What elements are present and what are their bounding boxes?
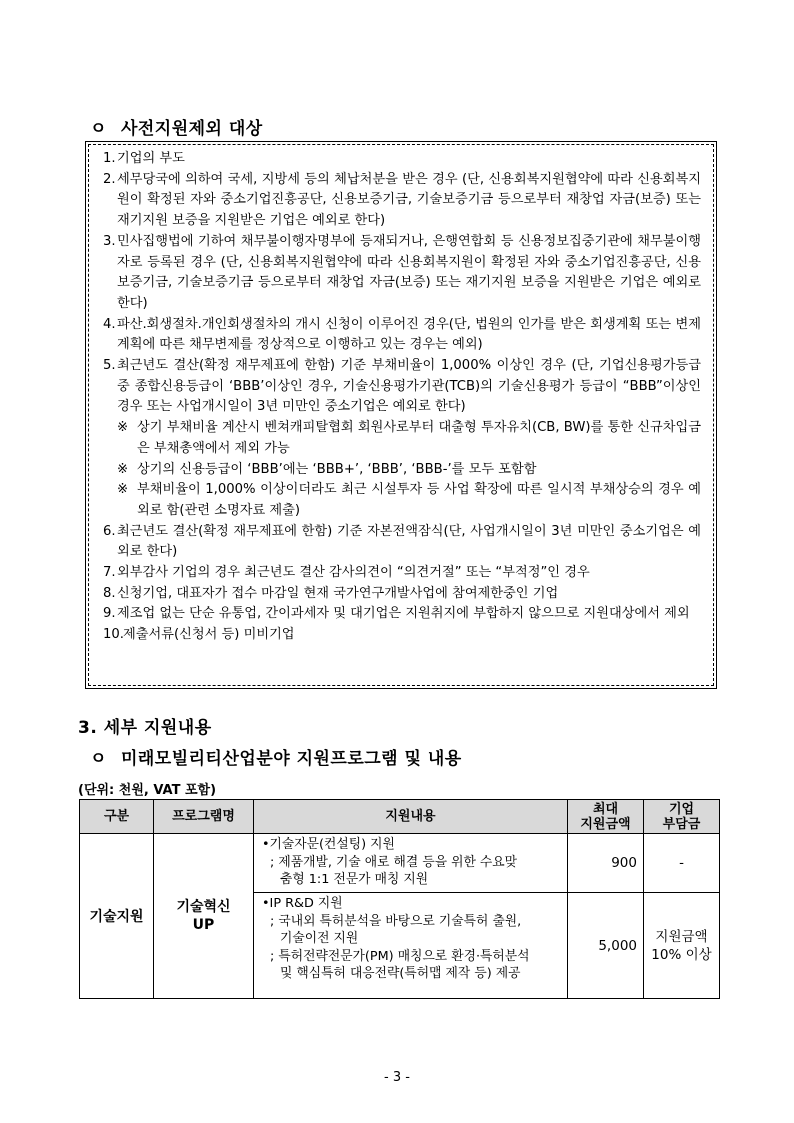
note-mark: ※	[117, 482, 129, 498]
exclusion-list	[103, 149, 701, 646]
item-text: 세무당국에 의하여 국세, 지방세 등의 체납처분을 받은 경우 (단, 신용회복지원협약에 따라 신용회복지원이 확정된 자와 중소기업진흥공단, 신용보증기금, 기술보증기금 등으로부터 재창업 자금(보증) 또는 재기지원 보증을 지원받은 기업은 예외로 한다)	[117, 171, 701, 229]
item-text: 외부감사 기업의 경우 최근년도 결산 감사의견이 “의견거절” 또는 “부적정”인 경우	[117, 565, 590, 581]
support-program-table	[79, 799, 720, 999]
item-number: 1.	[103, 151, 116, 166]
item-number: 8.	[103, 585, 116, 601]
note-mark: ※	[117, 420, 129, 436]
bullet-circle: ㅇ	[90, 749, 107, 769]
item-text: 제조업 없는 단순 유통업, 간이과세자 및 대기업은 지원취지에 부합하지 않으므로 지원대상에서 제외	[117, 606, 690, 622]
item-text: 최근년도 결산(확정 재무제표에 한함) 기준 부채비율이 1,000% 이상인 경우 (단, 기업신용평가등급 중 종합신용등급이 ‘BBB’이상인 경우, 기술신용평가기관(TCB)의 기술신용평가 등급이 “BBB”이상인 경우 또는 사업개시일이 3년 미만인 중소기업은 예외로 한다)	[117, 358, 701, 415]
list-item	[103, 604, 701, 625]
share-cell: -	[644, 834, 720, 893]
list-item	[103, 584, 701, 605]
header-content: 지원내용	[254, 800, 568, 834]
section3-subtitle: 미래모빌리티산업분야 지원프로그램 및 내용	[120, 749, 462, 769]
list-item	[103, 563, 701, 584]
header-category: 구분	[80, 800, 154, 834]
item-text: 최근년도 결산(확정 재무제표에 한함) 기준 자본전액잠식(단, 사업개시일이 3년 미만인 중소기업은 예외로 한다)	[117, 523, 701, 560]
amount-cell: 5,000	[568, 893, 644, 999]
amount-cell: 900	[568, 834, 644, 893]
item-number: 6.	[103, 523, 116, 539]
item-text: 파산.회생절차.개인회생절차의 개시 신청이 이루어진 경우(단, 법원의 인가를 받은 회생계획 또는 변제계획에 따른 채무변제를 정상적으로 이행하고 있는 경우는 예외)	[117, 316, 701, 353]
item-text: 제출서류(신청서 등) 미비기업	[123, 627, 295, 643]
list-item	[103, 522, 701, 563]
item-text: 신청기업, 대표자가 접수 마감일 현재 국가연구개발사업에 참여제한중인 기업	[117, 585, 559, 601]
header-company-share: 기업 부담금	[644, 800, 720, 834]
note-item	[103, 480, 701, 521]
table-row	[80, 834, 720, 893]
bullet-circle: ㅇ	[90, 119, 107, 139]
item-text: 민사집행법에 기하여 채무불이행자명부에 등재되거나, 은행연합회 등 신용정보집중기관에 채무불이행자로 등록된 경우 (단, 신용회복지원협약에 따라 신용회복지원이 확정된 자와 중소기업진흥공단, 신용보증기금, 기술보증기금 등으로부터 재창업 자금(보증) 또는 재기지원 보증을 지원받은 기업은 예외로 한다)	[117, 233, 701, 311]
item-number: 2.	[103, 171, 116, 187]
section-title: 사전지원제외 대상	[120, 119, 263, 139]
item-number: 4.	[103, 316, 116, 332]
table-header-row	[80, 800, 720, 834]
list-item	[103, 315, 701, 356]
item-text: 기업의 부도	[117, 151, 185, 166]
category-cell: 기술지원	[80, 834, 154, 999]
note-text: 상기 부채비율 계산시 벤쳐캐피탈협회 회원사로부터 대출형 투자유치(CB, BW)를 통한 신규차입금은 부채총액에서 제외 가능	[137, 420, 701, 456]
note-item	[103, 418, 701, 459]
note-text: 부채비율이 1,000% 이상이더라도 최근 시설투자 등 사업 확장에 따른 일시적 부채상승의 경우 예외로 함(관련 소명자료 제출)	[137, 482, 701, 518]
note-text: 상기의 신용등급이 ‘BBB’에는 ‘BBB+’, ‘BBB’, ‘BBB-’를 모두 포함함	[137, 461, 537, 477]
list-item	[103, 356, 701, 418]
note-mark: ※	[117, 461, 129, 477]
section3-title: 3. 세부 지원내용	[78, 718, 212, 738]
list-item	[103, 625, 701, 646]
page-number: - 3 -	[384, 1070, 410, 1085]
content-cell-consulting: •기술자문(컨설팅) 지원 ; 제품개발, 기술 애로 해결 등을 위한 수요맞 춤형 1:1 전문가 매칭 지원	[254, 834, 568, 893]
program-cell: 기술혁신 UP	[154, 834, 254, 999]
list-item	[103, 149, 701, 170]
list-item	[103, 170, 701, 232]
item-number: 3.	[103, 233, 116, 249]
header-program: 프로그램명	[154, 800, 254, 834]
note-item	[103, 460, 701, 481]
item-number: 10.	[103, 627, 124, 643]
unit-label: (단위: 천원, VAT 포함)	[78, 783, 217, 798]
share-cell: 지원금액 10% 이상	[644, 893, 720, 999]
item-number: 9.	[103, 606, 116, 622]
item-number: 7.	[103, 565, 116, 581]
header-max-amount: 최대 지원금액	[568, 800, 644, 834]
item-number: 5.	[103, 358, 116, 374]
exclusion-box	[88, 144, 714, 686]
content-cell-ip: •IP R&D 지원 ; 국내외 특허분석을 바탕으로 기술특허 출원, 기술이전 지원 ; 특허전략전문가(PM) 매칭으로 환경·특허분석 및 핵심특허 대응전략(특허맵 제작 등) 제공	[254, 893, 568, 999]
section-heading-exclusion	[90, 114, 263, 139]
list-item	[103, 232, 701, 315]
section3-subheading	[90, 744, 462, 769]
